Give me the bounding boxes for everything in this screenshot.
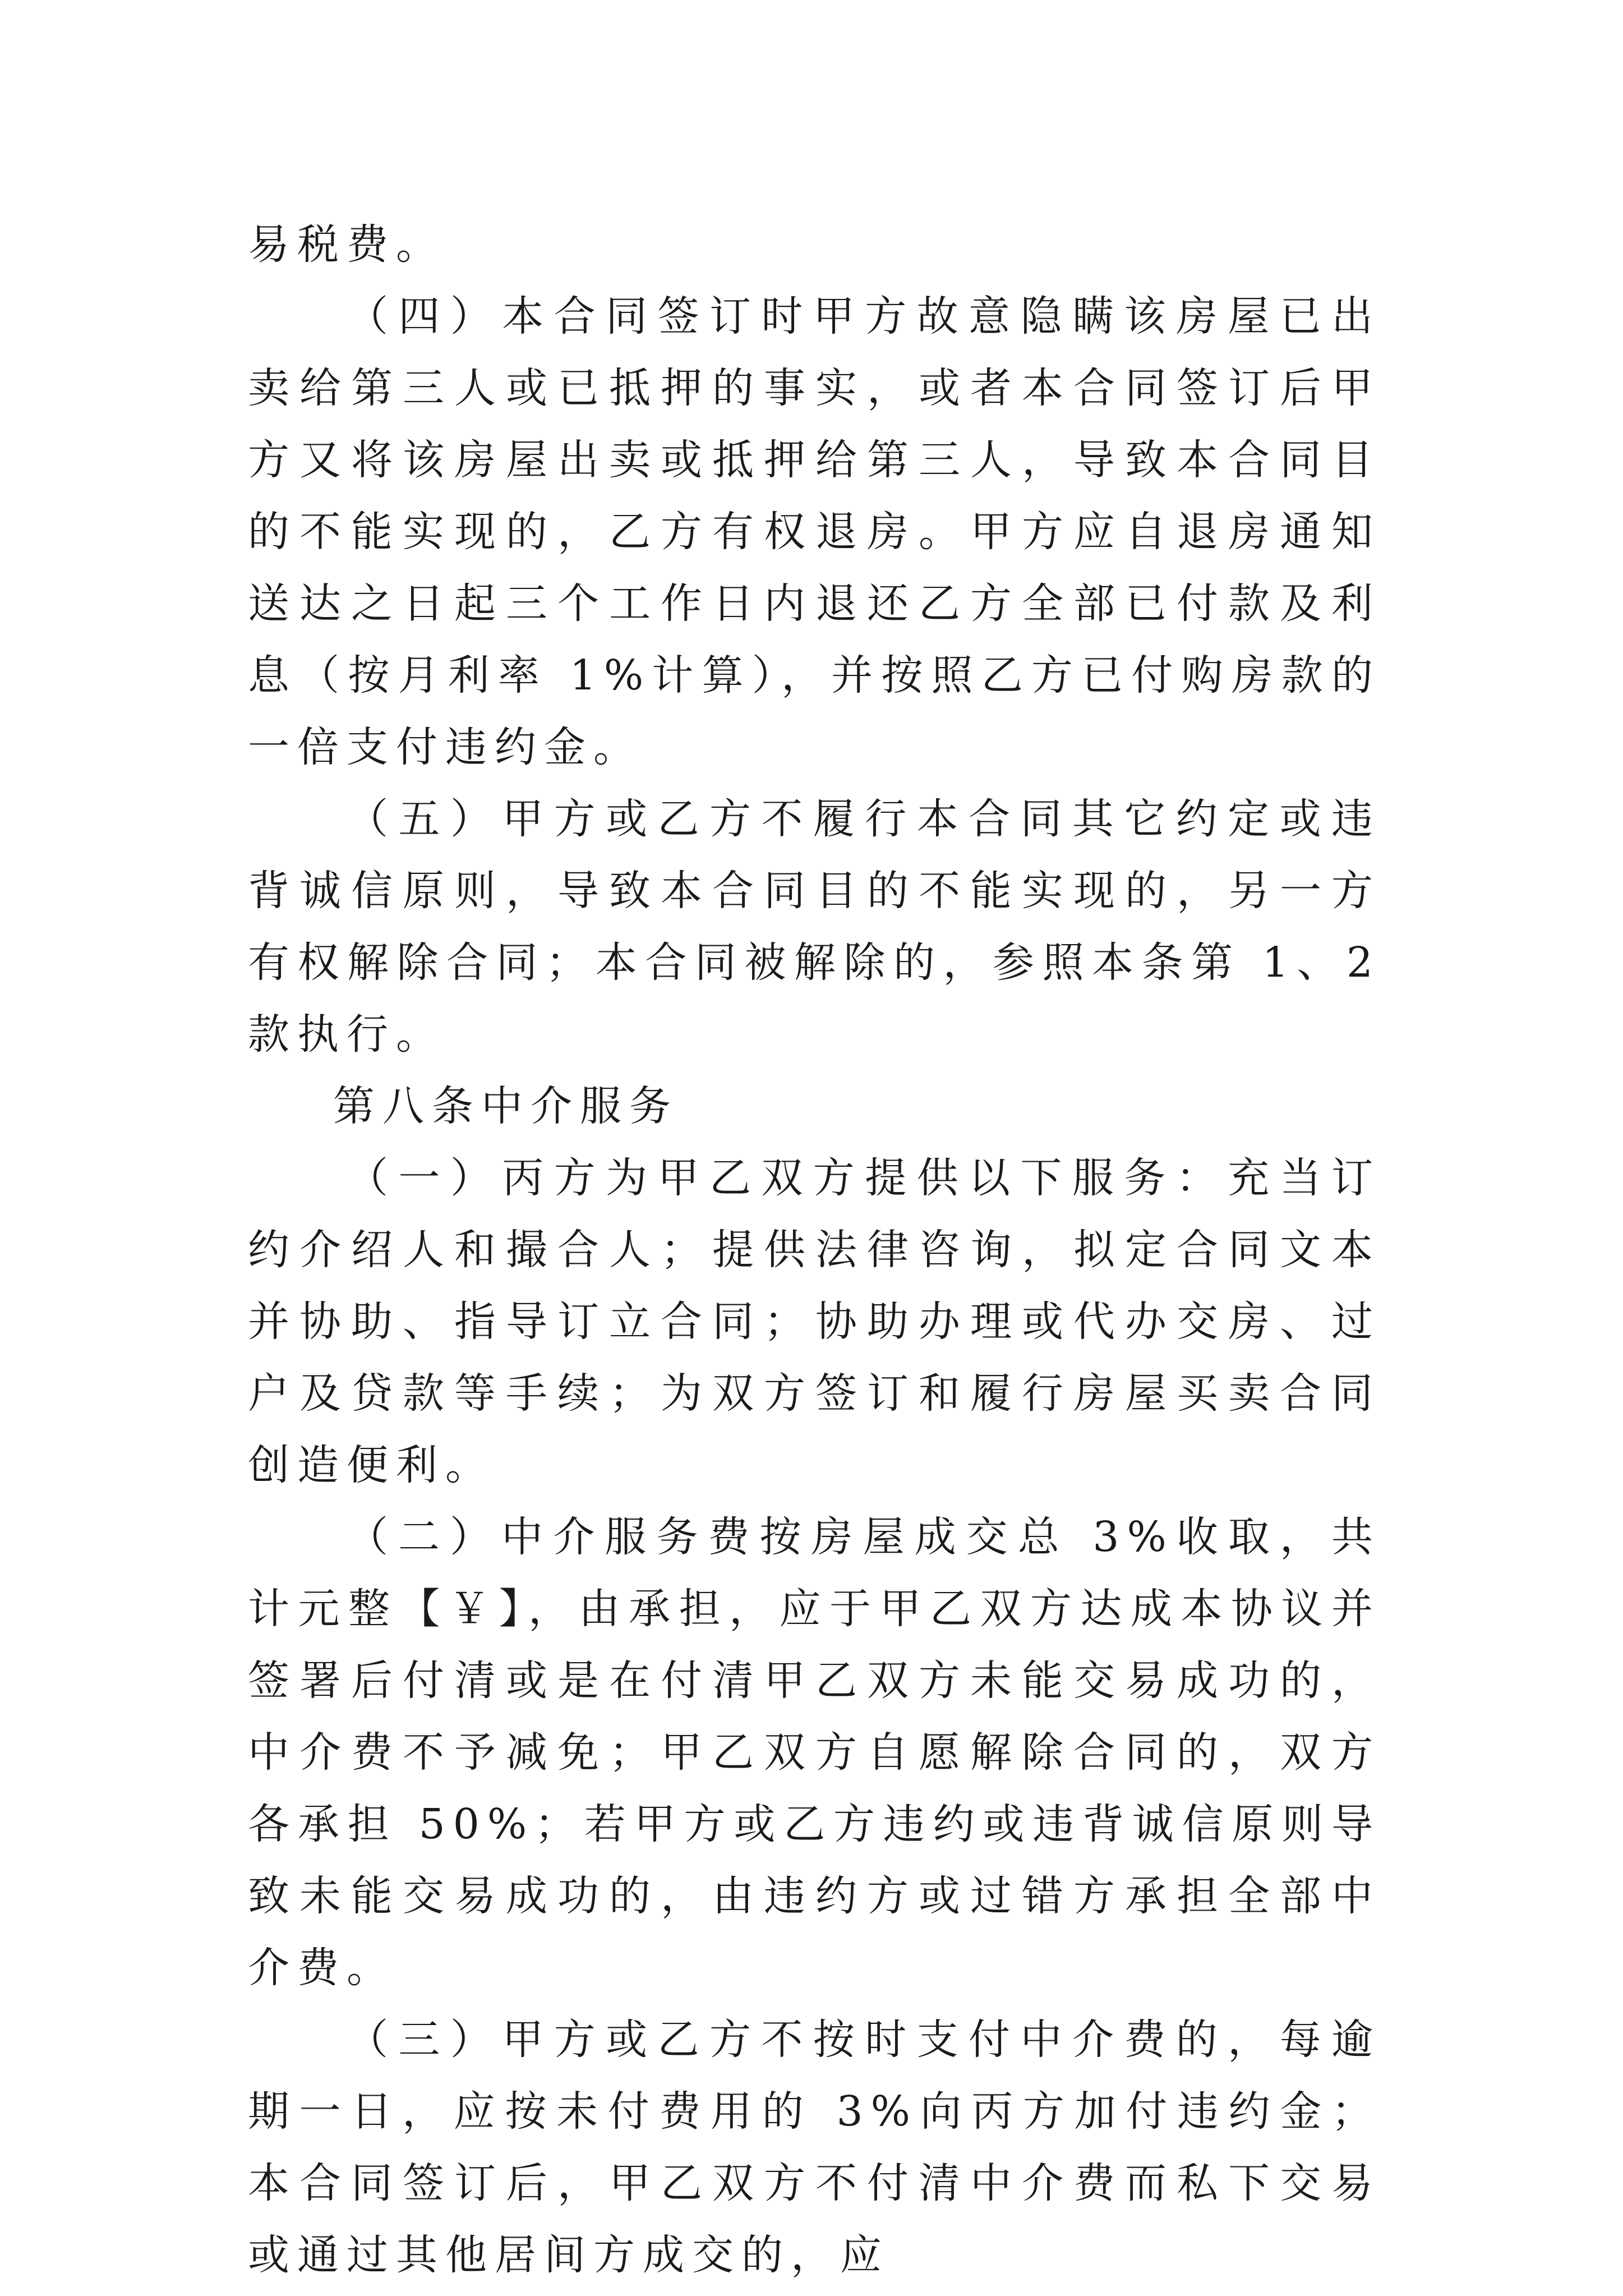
paragraph-service-3: （三）甲方或乙方不按时支付中介费的，每逾期一日，应按未付费用的 3%向丙方加付违约金；本合同签订后，甲乙双方不付清中介费而私下交易或通过其他居间方成交的，应: [248, 2016, 1381, 2279]
paragraph-service-2: （二）中介服务费按房屋成交总 3%收取，共计元整【￥】，由承担，应于甲乙双方达成本协议并签署后付清或是在付清甲乙双方未能交易成功的，中介费不予减免；甲乙双方自愿解除合同的，双方各承担 50%；若甲方或乙方违约或违背诚信原则导致未能交易成功的，由违约方或过错方承担全部中介费。: [248, 1513, 1381, 1992]
paragraph-service-1: （一）丙方为甲乙双方提供以下服务：充当订约介绍人和撮合人；提供法律咨询，拟定合同文本并协助、指导订立合同；协助办理或代办交房、过户及贷款等手续；为双方签订和履行房屋买卖合同创造便利。: [248, 1154, 1381, 1489]
paragraph-continuation: 易税费。: [248, 220, 445, 269]
paragraph-clause-5: （五）甲方或乙方不履行本合同其它约定或违背诚信原则，导致本合同目的不能实现的，另一方有权解除合同；本合同被解除的，参照本条第 1、2 款执行。: [248, 795, 1381, 1059]
article-8-heading: 第八条中介服务: [333, 1082, 679, 1130]
paragraph-clause-4: （四）本合同签订时甲方故意隐瞒该房屋已出卖给第三人或已抵押的事实，或者本合同签订后甲方又将该房屋出卖或抵押给第三人，导致本合同目的不能实现的，乙方有权退房。甲方应自退房通知送达之日起三个工作日内退还乙方全部已付款及利息（按月利率 1%计算），并按照乙方已付购房款的一倍支付违约金。: [248, 292, 1381, 771]
contract-text: [248, 209, 1381, 2291]
